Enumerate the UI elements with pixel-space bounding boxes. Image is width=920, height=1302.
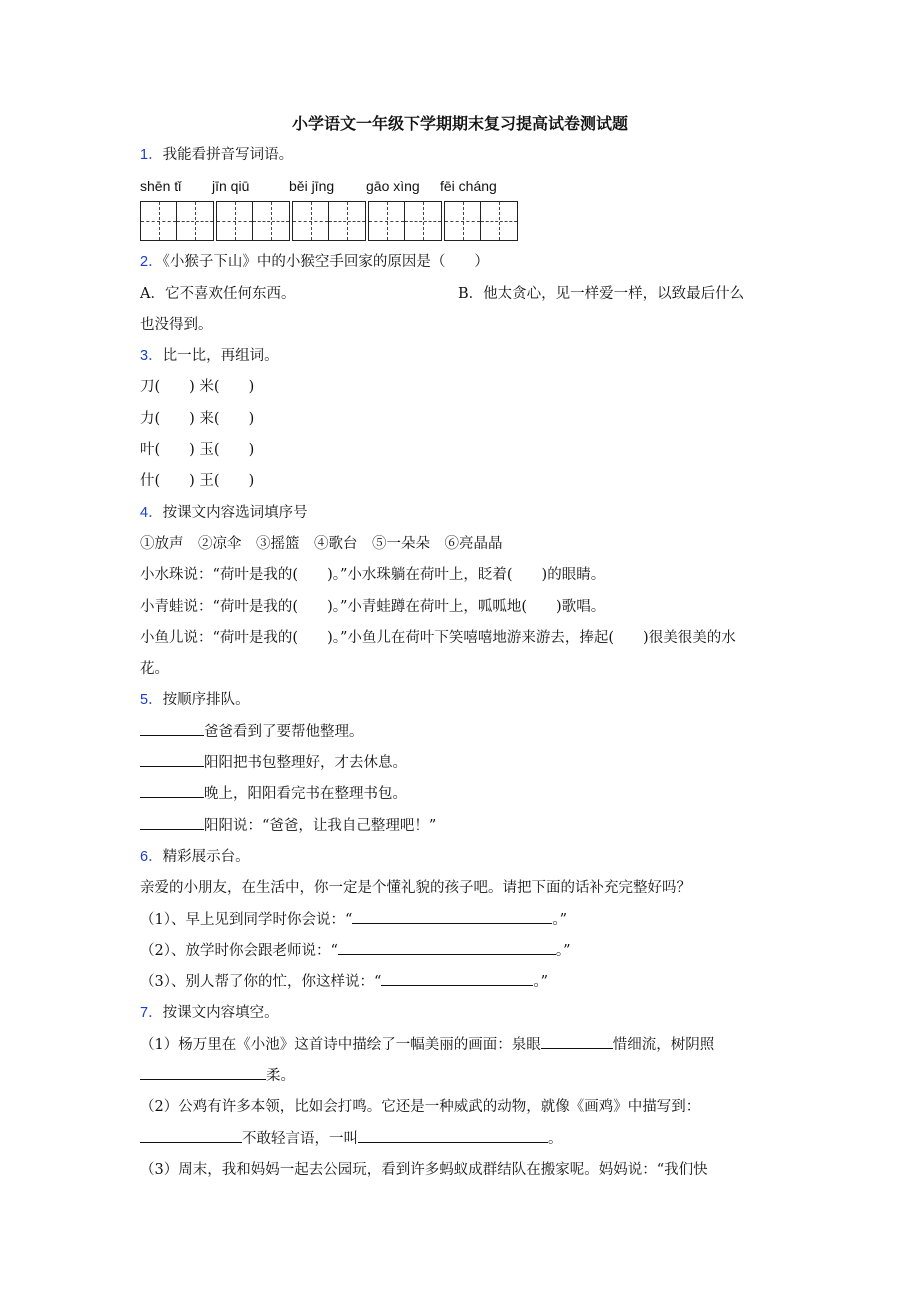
q1-heading <box>140 140 780 171</box>
answer-blank[interactable] <box>338 936 556 955</box>
q7-part-1 <box>140 1030 780 1061</box>
q1-number: 1． <box>140 147 163 163</box>
q6-intro: 亲爱的小朋友，在生活中，你一定是个懂礼貌的孩子吧。请把下面的话补充完整好吗？ <box>140 880 691 897</box>
q3-row: 刀( ) 米( ) <box>140 379 255 396</box>
q6-heading <box>140 842 780 873</box>
q6-item-2 <box>140 936 780 967</box>
q6-text: 精彩展示台。 <box>162 848 250 865</box>
q7-part-1-cont <box>140 1061 780 1092</box>
writing-grid <box>140 201 780 241</box>
pinyin-row <box>140 171 780 201</box>
q7-part-2-cont <box>140 1124 780 1155</box>
q2-option-a[interactable]: A．它不喜欢任何东西。 <box>140 285 296 302</box>
q2-option-b[interactable]: B．他太贪心，见一样爱一样，以致最后什么 <box>458 285 745 302</box>
tianzige-cell[interactable] <box>177 202 213 240</box>
q7-part-1-text-b: 惜细流，树阴照 <box>612 1036 715 1053</box>
worksheet <box>140 108 780 1186</box>
q5-item-text: 阳阳说：“爸爸，让我自己整理吧！” <box>204 817 437 834</box>
pinyin-1: shēn tǐ <box>140 178 182 195</box>
q6-item-1-prompt: （1）、早上见到同学时你会说：“ <box>140 911 353 928</box>
q3-heading <box>140 341 780 372</box>
q4-sentence-3: 小鱼儿说：“荷叶是我的( )。”小鱼儿在荷叶下笑嘻嘻地游来游去，捧起( )很美很美的水 <box>140 629 736 646</box>
q6-item-1-end: 。” <box>552 911 568 928</box>
pinyin-2: jīn qiū <box>212 178 250 195</box>
word-box-5[interactable] <box>444 201 518 241</box>
q3-number: 3． <box>140 348 163 365</box>
answer-blank[interactable] <box>140 1061 266 1080</box>
q2-heading <box>140 247 780 278</box>
q4-text: 按课文内容选词填序号 <box>162 504 308 521</box>
q5-text: 按顺序排队。 <box>162 692 250 709</box>
tianzige-cell[interactable] <box>293 202 329 240</box>
order-blank[interactable] <box>140 779 204 798</box>
q2-number: 2． <box>140 254 163 271</box>
q7-part-1-text: （1）杨万里在《小池》这首诗中描绘了一幅美丽的画面：泉眼 <box>140 1036 541 1053</box>
q6-item-1 <box>140 905 780 936</box>
tianzige-cell[interactable] <box>405 202 441 240</box>
q7-part-3: （3）周末，我和妈妈一起去公园玩，看到许多蚂蚁成群结队在搬家呢。妈妈说：“我们快 <box>140 1161 708 1178</box>
order-blank[interactable] <box>140 748 204 767</box>
q5-item-text: 阳阳把书包整理好，才去休息。 <box>204 755 407 772</box>
answer-blank[interactable] <box>381 967 533 986</box>
q5-item-text: 晚上，阳阳看完书在整理书包。 <box>204 786 407 803</box>
q6-number: 6． <box>140 848 163 865</box>
order-blank[interactable] <box>140 811 204 830</box>
q3-row: 力( ) 来( ) <box>140 410 255 427</box>
answer-blank[interactable] <box>140 1124 242 1143</box>
q7-part-2-text-c: 。 <box>548 1130 563 1147</box>
q5-item-text: 爸爸看到了要帮他整理。 <box>204 723 364 740</box>
q6-item-2-end: 。” <box>555 942 571 959</box>
tianzige-cell[interactable] <box>141 202 177 240</box>
answer-blank[interactable] <box>541 1030 613 1049</box>
pinyin-4: gāo xìng <box>366 178 420 195</box>
q7-part-1-text-c: 柔。 <box>266 1068 295 1085</box>
tianzige-cell[interactable] <box>253 202 289 240</box>
q5-item <box>140 717 780 748</box>
q7-text: 按课文内容填空。 <box>162 1005 279 1022</box>
tianzige-cell[interactable] <box>445 202 481 240</box>
q7-number: 7． <box>140 1005 163 1022</box>
q1-text: 我能看拼音写词语。 <box>162 147 294 163</box>
tianzige-cell[interactable] <box>369 202 405 240</box>
answer-blank[interactable] <box>358 1124 548 1143</box>
q4-word-options: ①放声 ②凉伞 ③摇篮 ④歌台 ⑤一朵朵 ⑥亮晶晶 <box>140 535 503 552</box>
q7-part-2: （2）公鸡有许多本领，比如会打鸣。它还是一种威武的动物，就像《画鸡》中描写到： <box>140 1099 701 1116</box>
q2-options <box>140 279 780 310</box>
q4-sentence-1: 小水珠说：“荷叶是我的( )。”小水珠躺在荷叶上，眨着( )的眼睛。 <box>140 567 606 584</box>
answer-blank[interactable] <box>352 905 552 924</box>
word-box-1[interactable] <box>140 201 214 241</box>
q5-number: 5． <box>140 692 163 709</box>
q6-item-3 <box>140 967 780 998</box>
q5-item <box>140 748 780 779</box>
q4-sentence-3-cont: 花。 <box>140 661 169 678</box>
q3-row: 什( ) 王( ) <box>140 473 255 490</box>
tianzige-cell[interactable] <box>217 202 253 240</box>
word-box-4[interactable] <box>368 201 442 241</box>
q3-row: 叶( ) 玉( ) <box>140 442 255 459</box>
q5-item <box>140 779 780 810</box>
q3-text: 比一比，再组词。 <box>162 348 279 365</box>
word-box-3[interactable] <box>292 201 366 241</box>
page-title: 小学语文一年级下学期期末复习提高试卷测试题 <box>291 114 628 133</box>
pinyin-5: fēi cháng <box>440 178 497 195</box>
q6-item-3-end: 。” <box>533 974 549 991</box>
q2-text: 《小猴子下山》中的小猴空手回家的原因是（ ） <box>162 254 489 271</box>
word-box-2[interactable] <box>216 201 290 241</box>
q7-part-2-text-b: 不敢轻言语，一叫 <box>242 1130 358 1147</box>
q4-heading <box>140 498 780 529</box>
q6-item-2-prompt: （2）、放学时你会跟老师说：“ <box>140 942 338 959</box>
q4-sentence-2: 小青蛙说：“荷叶是我的( )。”小青蛙蹲在荷叶上，呱呱地( )歌唱。 <box>140 598 606 615</box>
q4-number: 4． <box>140 504 163 521</box>
order-blank[interactable] <box>140 717 204 736</box>
q5-item <box>140 811 780 842</box>
q6-item-3-prompt: （3）、别人帮了你的忙，你这样说：“ <box>140 974 382 991</box>
tianzige-cell[interactable] <box>329 202 365 240</box>
q7-heading <box>140 998 780 1029</box>
tianzige-cell[interactable] <box>481 202 517 240</box>
q5-heading <box>140 685 780 716</box>
pinyin-3: běi jīng <box>289 178 335 195</box>
q2-option-b-cont: 也没得到。 <box>140 316 213 333</box>
